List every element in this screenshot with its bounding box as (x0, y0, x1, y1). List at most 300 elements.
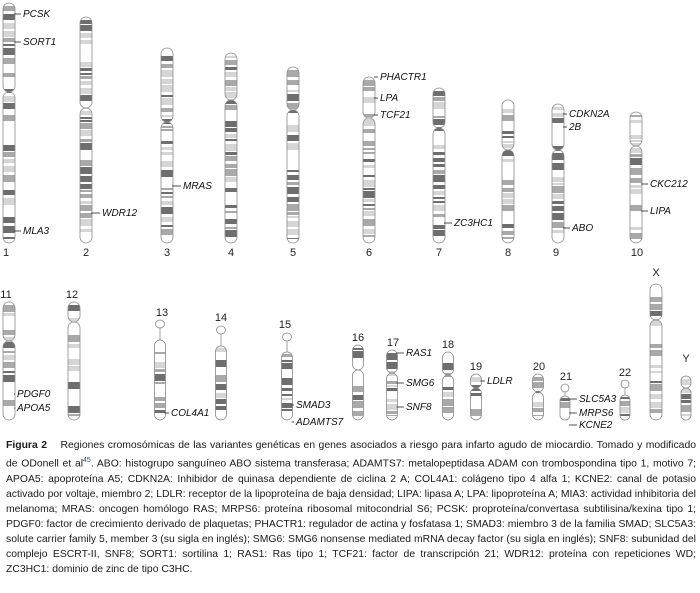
band (225, 219, 237, 224)
band (3, 400, 15, 406)
band (161, 56, 173, 61)
band (681, 405, 691, 412)
band (225, 128, 237, 132)
band (155, 382, 166, 384)
chromosome-label: 20 (532, 361, 546, 373)
band (363, 180, 375, 187)
band (363, 97, 375, 103)
band (3, 58, 15, 64)
band (681, 379, 691, 385)
chromosome-label: 15 (278, 319, 292, 331)
band (3, 6, 15, 11)
band (552, 118, 564, 123)
band (225, 144, 237, 151)
band (161, 64, 173, 68)
band (630, 227, 642, 230)
band (161, 229, 173, 235)
band (161, 192, 173, 194)
band (68, 414, 80, 416)
band (155, 369, 166, 372)
band (533, 402, 544, 407)
band (80, 20, 92, 24)
band (80, 88, 92, 94)
gene-label: COL4A1 (171, 408, 210, 419)
band (502, 188, 514, 192)
band (287, 125, 299, 132)
band (533, 377, 544, 381)
band (502, 136, 514, 138)
gene-label: CKC212 (650, 179, 688, 190)
band (3, 362, 15, 368)
band (68, 382, 80, 389)
band (650, 384, 662, 391)
band (387, 388, 398, 391)
band (3, 226, 15, 233)
band (161, 95, 173, 97)
band (620, 401, 630, 406)
band (80, 117, 92, 119)
band (363, 159, 375, 162)
band (287, 94, 299, 101)
band (282, 409, 293, 411)
band (282, 354, 293, 357)
gene-label: MLA3 (23, 226, 50, 237)
chromosome-label: 16 (351, 332, 365, 344)
band (630, 140, 642, 142)
band (363, 80, 375, 86)
band (363, 219, 375, 226)
chromosome-13 (155, 307, 210, 420)
chromosome-label: 6 (365, 247, 373, 259)
band (225, 188, 237, 192)
band (3, 23, 15, 29)
band (552, 230, 564, 233)
band (287, 212, 299, 215)
band (630, 135, 642, 139)
chromosome-label: 3 (163, 247, 171, 259)
band (3, 115, 15, 121)
band (552, 163, 564, 170)
band (353, 351, 364, 358)
band (80, 68, 92, 71)
chromosome-label: 8 (504, 247, 512, 259)
band (80, 76, 92, 79)
band (80, 81, 92, 85)
band (630, 205, 642, 211)
band (80, 201, 92, 204)
band (282, 403, 293, 408)
band (353, 401, 364, 408)
chromosome-22 (619, 367, 631, 420)
band (161, 188, 173, 190)
band (363, 175, 375, 177)
band (161, 79, 173, 84)
band (287, 197, 299, 202)
gene-label: CDKN2A (569, 109, 610, 120)
gene-label: SMG6 (406, 378, 435, 389)
chromosome-3 (161, 48, 212, 259)
gene-label: SMAD3 (296, 400, 331, 411)
band (502, 144, 514, 148)
band (3, 38, 15, 42)
band (287, 187, 299, 194)
band (650, 371, 662, 373)
gene-label: PCSK (23, 9, 51, 20)
band (68, 344, 80, 348)
band (471, 409, 482, 416)
band (681, 394, 691, 399)
gene-label: MRPS6 (579, 408, 614, 419)
gene-label: 2B (569, 122, 582, 133)
band (363, 87, 375, 91)
band (161, 141, 173, 144)
band (387, 353, 398, 360)
band (552, 107, 564, 110)
band (161, 70, 173, 77)
band (216, 360, 227, 367)
band (552, 194, 564, 199)
band (161, 147, 173, 150)
band (3, 217, 15, 223)
gene-label: APOA5 (17, 403, 51, 414)
band (502, 150, 514, 156)
band (3, 313, 15, 316)
band (433, 205, 445, 211)
chromosome-label: 4 (227, 247, 235, 259)
band (282, 363, 293, 369)
band (80, 176, 92, 182)
band (225, 152, 237, 155)
figure-caption (6, 438, 696, 577)
band (161, 196, 173, 198)
band (282, 378, 293, 385)
chromosome-15 (279, 319, 344, 428)
band (225, 230, 237, 237)
band (433, 170, 445, 174)
band (502, 115, 514, 121)
band (443, 407, 454, 413)
band (225, 105, 237, 110)
band (3, 159, 15, 163)
band (353, 386, 364, 392)
band (225, 205, 237, 208)
band (471, 377, 482, 382)
chromosome-label: X (652, 267, 660, 279)
band (533, 415, 544, 416)
band (3, 355, 15, 360)
band (630, 233, 642, 239)
band (216, 399, 227, 404)
chromosome-16 (352, 332, 364, 420)
band (620, 414, 630, 416)
chromosome-17 (387, 337, 435, 420)
band (80, 190, 92, 192)
band (155, 397, 166, 401)
chromosome-label: 10 (630, 247, 644, 259)
band (80, 95, 92, 101)
band (630, 185, 642, 188)
chromosome-4 (225, 53, 237, 259)
band (225, 92, 237, 98)
band (363, 204, 375, 206)
band (387, 411, 398, 414)
gene-label: LIPA (650, 206, 671, 217)
band (363, 129, 375, 133)
band (3, 237, 15, 239)
band (353, 411, 364, 416)
band (560, 398, 570, 401)
band (443, 387, 454, 390)
band (363, 211, 375, 216)
band (433, 214, 445, 217)
band (650, 365, 662, 368)
band (161, 108, 173, 112)
gene-label: LPA (380, 93, 399, 104)
band (3, 375, 15, 382)
band (155, 410, 166, 413)
band (3, 371, 15, 373)
band (363, 229, 375, 234)
band (502, 109, 514, 113)
band (3, 175, 15, 182)
band (620, 397, 630, 399)
gene-label: PHACTR1 (380, 72, 427, 83)
band (3, 351, 15, 353)
band (433, 152, 445, 155)
band (225, 56, 237, 58)
band (80, 143, 92, 150)
band (3, 48, 15, 55)
band (363, 191, 375, 198)
band (650, 350, 662, 356)
chromosome-Y (681, 353, 691, 420)
band (287, 170, 299, 172)
band (216, 375, 227, 382)
band (80, 120, 92, 122)
band (287, 229, 299, 235)
band (433, 119, 445, 125)
band (560, 402, 570, 408)
band (363, 165, 375, 168)
band (630, 168, 642, 175)
band (161, 225, 173, 227)
band (552, 186, 564, 193)
band (161, 152, 173, 155)
chromosome-11 (0, 289, 50, 420)
chromosome-5 (287, 67, 299, 259)
band (161, 129, 173, 131)
band (80, 123, 92, 129)
chromosome-label: 14 (214, 312, 228, 324)
band (443, 392, 454, 397)
band (3, 152, 15, 157)
band (552, 153, 564, 160)
gene-label: TCF21 (380, 110, 411, 121)
band (68, 359, 80, 365)
band (363, 208, 375, 210)
band (282, 388, 293, 391)
band (80, 167, 92, 174)
band (533, 382, 544, 388)
band (650, 344, 662, 348)
band (650, 297, 662, 302)
band (161, 170, 173, 177)
band (225, 227, 237, 229)
band (161, 85, 173, 92)
band (433, 97, 445, 101)
chromosome-21 (560, 371, 617, 431)
band (363, 188, 375, 190)
chromosome-10 (630, 112, 688, 259)
band (363, 199, 375, 202)
band (630, 178, 642, 183)
band (80, 160, 92, 166)
band (681, 414, 691, 416)
band (225, 60, 237, 65)
band (3, 190, 15, 195)
band (161, 161, 173, 167)
band (80, 25, 92, 31)
band (502, 159, 514, 162)
gene-label: PDGF0 (17, 389, 51, 400)
band (3, 14, 15, 20)
band (3, 305, 15, 312)
band (225, 72, 237, 77)
band (650, 394, 662, 399)
band (3, 103, 15, 109)
band (433, 145, 445, 149)
chromosome-6 (363, 72, 427, 259)
band (287, 80, 299, 85)
chromosome-19 (470, 361, 513, 420)
band (502, 193, 514, 198)
band (287, 90, 299, 92)
band (287, 70, 299, 77)
band (3, 44, 15, 46)
chromosome-label: 9 (552, 247, 560, 259)
band (80, 219, 92, 226)
gene-label: SLC5A3 (579, 394, 617, 405)
band (433, 185, 445, 189)
band (225, 67, 237, 70)
chromosome-18 (442, 339, 454, 420)
chromosome-14 (215, 312, 227, 420)
band (552, 201, 564, 204)
band (433, 230, 445, 236)
band (155, 362, 166, 368)
band (353, 395, 364, 400)
band (433, 175, 445, 182)
band (282, 394, 293, 396)
chromosome-label: 13 (155, 307, 169, 319)
band (387, 362, 398, 369)
band (225, 211, 237, 213)
chromosome-9 (552, 104, 610, 259)
band (80, 184, 92, 189)
band (502, 180, 514, 185)
band (225, 156, 237, 161)
band (225, 134, 237, 138)
band (471, 393, 482, 396)
chromosome-label: 5 (289, 247, 297, 259)
band (681, 400, 691, 403)
band (80, 213, 92, 218)
chromosome-7 (433, 88, 493, 259)
band (3, 166, 15, 172)
band (681, 388, 691, 393)
band (216, 406, 227, 410)
band (650, 409, 662, 413)
figure-label: Figura 2 (6, 440, 47, 451)
band (363, 235, 375, 237)
chromosome-label: 12 (65, 289, 79, 301)
band (80, 40, 92, 44)
gene-label: SORT1 (23, 37, 57, 48)
caption-body: . ABO: histogrupo sanguíneo ABO sistema transferasa; ADAMTS7: metalopeptidasa ADAM con trombospondina tipo 1, motivo 7; APOA5: apoproteína A5; CDKN2A: Inhibidor de quinasa dependiente de ciclina 2 A; COL4A1: colágeno tipo 4 alfa 1; KCNE2: canal de potasio activado por voltaje, miembro 2; LDLR: receptor de la lipoproteína de baja densidad; LIPA: lipasa A; LPA: lipoproteína A; MIA3: actividad inhibitoria del melanoma; MRAS: oncogen homólogo RAS; MRPS6: proteína ribosomal mitocondrial S6; PCSK: proproteína/convertasa subtilisina/kexina tipo 1; PDGF0: factor de crecimiento derivado de plaquetas; PHACTR1: regulador de actina y fosfatasa 1; SMAD3: miembro 3 de la familia SMAD; SLC5A3: solute carrier family 5, member 3 (su sigla en inglés); SMG6: SMG6 nonsense mediated mRNA decay factor (su sigla en inglés); SNF8: subunidad del complejo ESCRT-II, SNF8; SORT1: sortilina 1; RAS1: Ras tipo 1; TCF21: factor de transcripción 21; WDR12: proteína con repeticiones WD; ZC3HC1: dominio de zinc de tipo C3HC. (6, 458, 696, 576)
band (225, 87, 237, 91)
band (433, 225, 445, 229)
gene-label: MRAS (183, 181, 212, 192)
band (3, 330, 15, 335)
band (650, 311, 662, 316)
band (68, 335, 80, 342)
chromosome-12 (66, 289, 80, 420)
gene-label: ADAMTS7 (296, 417, 344, 428)
band (552, 206, 564, 211)
caption-title: Regiones cromosómicas de las variantes genéticas en genes asociados a riesgo para infarto agudo de miocardio. Tomado y modificado de ODonell et al (6, 440, 696, 470)
band (502, 237, 514, 239)
band (216, 384, 227, 390)
band (502, 131, 514, 134)
band (287, 143, 299, 150)
gene-label: SNF8 (406, 402, 432, 413)
band (216, 393, 227, 398)
band (3, 198, 15, 205)
band (630, 120, 642, 123)
band (161, 126, 173, 128)
band (3, 73, 15, 77)
band (630, 154, 642, 157)
band (80, 62, 92, 67)
chromosome-20 (533, 361, 546, 420)
gene-label: ABO (572, 223, 594, 234)
band (155, 352, 166, 354)
band (387, 381, 398, 384)
band (502, 224, 514, 228)
band (433, 201, 445, 203)
band (80, 73, 92, 75)
band (80, 33, 92, 38)
band (533, 408, 544, 412)
band (225, 169, 237, 176)
chromosome-label: 17 (386, 337, 400, 349)
band (552, 183, 564, 185)
band (161, 217, 173, 222)
band (282, 360, 293, 362)
chromosome-2 (80, 17, 137, 259)
caption-reference: 45 (83, 457, 91, 465)
gene-label: RAS1 (406, 348, 433, 359)
band (161, 207, 173, 214)
band (363, 152, 375, 154)
band (502, 199, 514, 204)
band (161, 115, 173, 117)
band (443, 399, 454, 406)
band (287, 238, 299, 239)
band (353, 348, 364, 350)
chromosome-label: 19 (469, 361, 483, 373)
band (387, 415, 398, 416)
